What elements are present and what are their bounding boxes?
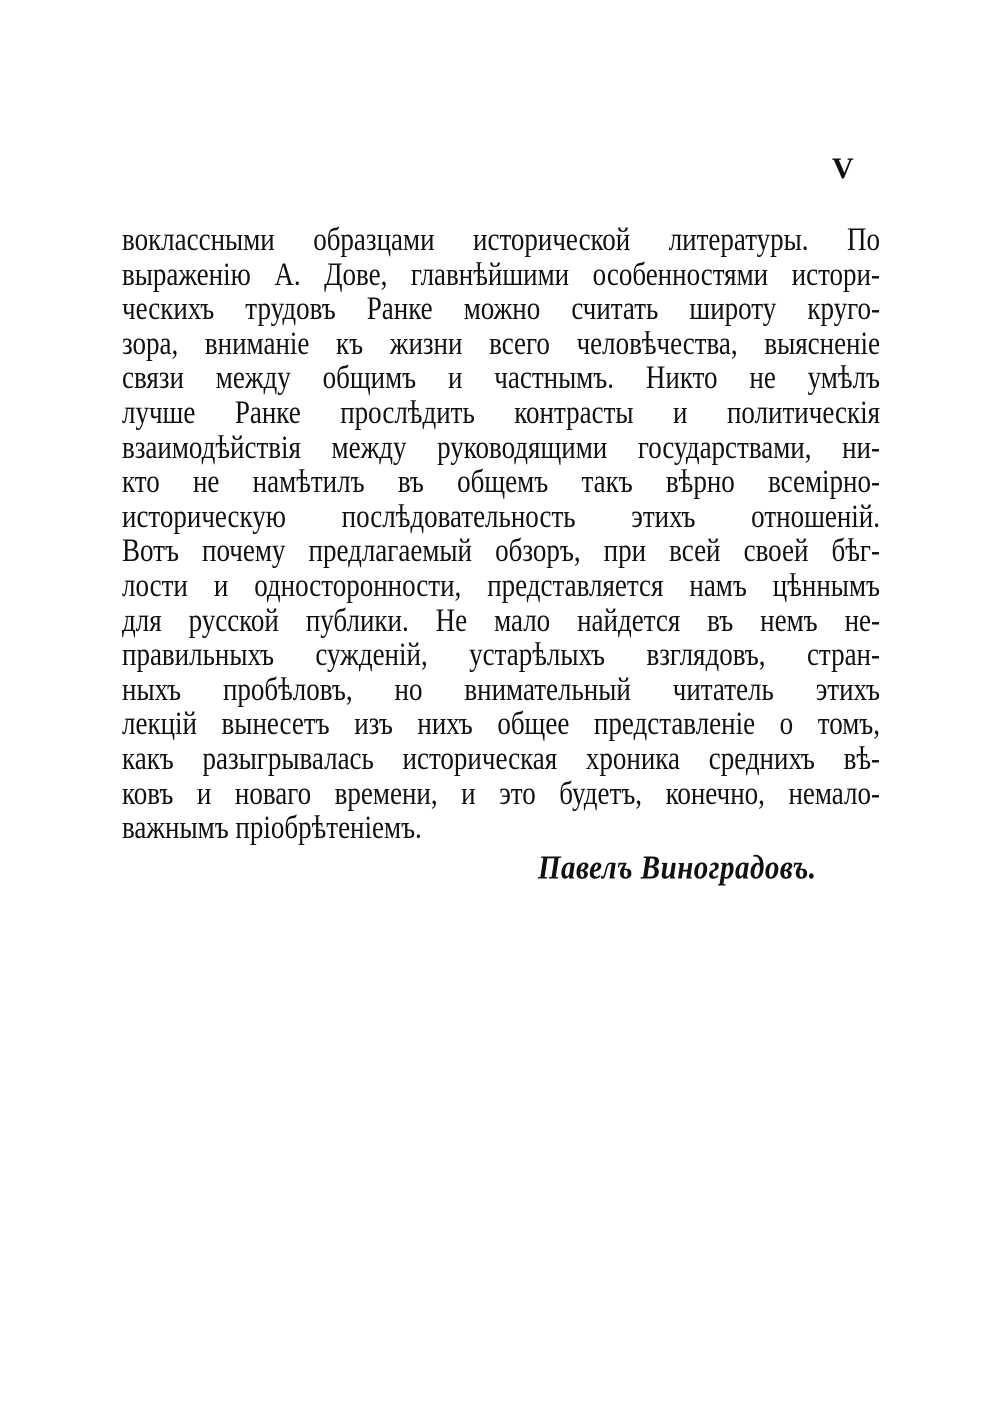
text-line: ныхъ пробѣловъ, но внимательный читатель этихъ — [122, 670, 880, 707]
text-line: лости и односторонности, представляется намъ цѣннымъ — [122, 566, 880, 604]
text-line: выраженію А. Дове, главнѣйшими особенностями истори- — [122, 255, 880, 292]
text-line: взаимодѣйствія между руководящими государствами, ни- — [122, 428, 880, 465]
text-line: кто не намѣтилъ въ общемъ такъ вѣрно всемірно- — [122, 462, 880, 500]
text-line: важнымъ пріобрѣтеніемъ. — [122, 808, 422, 846]
page-number: V — [832, 152, 854, 185]
author-signature: Павелъ Виноградовъ. — [538, 849, 817, 887]
text-line: связи между общимъ и частнымъ. Никто не умѣлъ — [122, 359, 880, 396]
body-paragraph — [122, 222, 880, 845]
text-line: лучше Ранке прослѣдить контрасты и политическія — [122, 393, 880, 431]
text-line: ковъ и новаго времени, и это будетъ, конечно, немало- — [122, 774, 880, 811]
text-line: историческую послѣдовательность этихъ отношеній. — [122, 497, 880, 534]
text-line: лекцій вынесетъ изъ нихъ общее представленіе о томъ, — [122, 704, 880, 742]
text-line: какъ разыгрывалась историческая хроника среднихъ вѣ- — [122, 739, 880, 777]
text-line: ческихъ трудовъ Ранке можно считать широту круго- — [122, 289, 880, 327]
text-line: воклассными образцами исторической литературы. По — [122, 220, 880, 258]
text-line: правильныхъ сужденій, устарѣлыхъ взглядовъ, стран- — [122, 635, 880, 673]
text-line: для русской публики. Не мало найдется въ немъ не- — [122, 601, 880, 638]
text-line: зора, вниманіе къ жизни всего человѣчества, выясненіе — [122, 324, 880, 362]
text-line: Вотъ почему предлагаемый обзоръ, при всей своей бѣг- — [122, 531, 880, 569]
